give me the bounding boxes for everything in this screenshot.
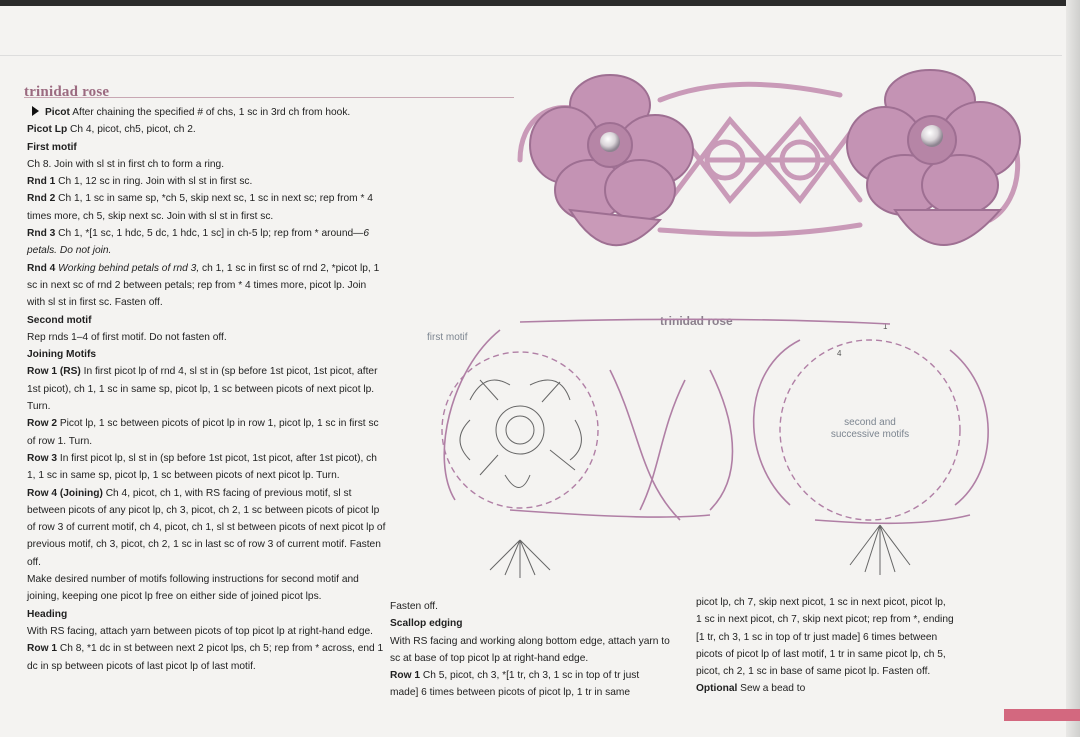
second-motif-ring bbox=[780, 340, 960, 520]
triangle-arrow-icon bbox=[32, 106, 39, 116]
joining-row bbox=[27, 485, 387, 571]
row-number-label: 4 bbox=[837, 349, 842, 358]
col3-line: picot lp, ch 7, skip next picot, 1 sc in next picot, picot lp, bbox=[696, 597, 946, 608]
first-motif-label: first motif bbox=[427, 332, 468, 343]
picot-line bbox=[27, 104, 387, 121]
scallop-row bbox=[390, 667, 670, 702]
joining-row bbox=[27, 415, 387, 450]
first-motif-line bbox=[27, 260, 387, 312]
row-label: Row 1 (RS) bbox=[27, 366, 81, 378]
col3-line: 1 sc in next picot, ch 7, skip next picot; rep from *, ending bbox=[696, 614, 954, 626]
second-motif-text: Rep rnds 1–4 of first motif. Do not fasten off. bbox=[27, 331, 227, 343]
diagram-title: trinidad rose bbox=[660, 314, 733, 328]
diagram-chains bbox=[444, 319, 988, 523]
page-right-edge bbox=[1066, 0, 1080, 737]
instructions-column-2 bbox=[390, 598, 670, 702]
scallop-heading: Scallop edging bbox=[390, 618, 463, 630]
scallop-fans bbox=[490, 525, 910, 578]
pearl-bead-icon bbox=[600, 132, 620, 152]
instruction-text: Ch 1, 12 sc in ring. Join with sl st in first sc. bbox=[58, 176, 253, 188]
picot-lp-line bbox=[27, 121, 387, 138]
picot-text: After chaining the specified # of chs, 1 sc in 3rd ch from hook. bbox=[72, 107, 351, 118]
row-label: Row 3 bbox=[27, 452, 58, 464]
pearl-bead-icon bbox=[921, 125, 943, 147]
instruction-text: Ch 4, picot, ch 1, with RS facing of previous motif, sl st between picots of any picot lp, ch 3, picot, ch 2, 1 sc between picots of picot lp of row 3 of current motif, ch 4, picot, ch 1, sl st between picots of next picot lp of previous motif, ch 3, picot, ch 2, 1 sc in last sc of row 3 of current motif. Fasten off. bbox=[27, 487, 386, 568]
row-label: Row 2 bbox=[27, 418, 58, 430]
fasten-off-text: Fasten off. bbox=[390, 601, 438, 612]
joining-closing: Make desired number of motifs following instructions for second motif and joining, keeping one picot lp free on either side of joined picot lps. bbox=[27, 574, 359, 603]
instructions-column-1 bbox=[27, 104, 387, 675]
first-motif-line bbox=[27, 225, 387, 260]
col3-line: picots of picot lp of last motif, 1 tr in same picot lp, ch 5, bbox=[696, 648, 946, 660]
joining-heading: Joining Motifs bbox=[27, 349, 97, 361]
first-motif-stitches bbox=[460, 380, 581, 488]
instruction-text: Ch 8. Join with sl st in first ch to form a ring. bbox=[27, 158, 225, 170]
instruction-text: Ch 1, 1 sc in same sp, *ch 5, skip next sc, 1 sc in next sc; rep from * 4 times more, ch 5, skip next sc. Join with sl st in first sc. bbox=[27, 193, 373, 222]
instruction-text: ch 1, 1 sc in first sc of rnd 2, *picot lp, 1 sc in next sc of rnd 2 between petals; rep from * 4 times more, picot lp. Join with sl st in first sc. Fasten off. bbox=[27, 262, 380, 309]
optional-line bbox=[696, 680, 996, 697]
joining-row bbox=[27, 450, 387, 485]
page-top-edge bbox=[0, 0, 1080, 6]
crochet-band-photo bbox=[510, 60, 1035, 280]
row-label: Row 1 bbox=[390, 670, 421, 682]
page-tab-marker bbox=[1004, 709, 1080, 721]
row-label: Row 1 bbox=[27, 643, 58, 655]
round-label: Rnd 2 bbox=[27, 193, 56, 205]
instruction-italic: Working behind petals of rnd 3, bbox=[58, 262, 200, 274]
optional-text: Sew a bead to bbox=[740, 683, 806, 695]
instruction-text: In first picot lp of rnd 4, sl st in (sp before 1st picot, 1st picot, after 1st picot), ch 1, 1 sc in same sp, picot lp, 1 sc between picots of next picot lp. Turn. bbox=[27, 366, 378, 413]
first-motif-line bbox=[27, 190, 387, 225]
left-rose bbox=[530, 75, 693, 245]
instruction-text: Ch 1, *[1 sc, 1 hdc, 5 dc, 1 hdc, 1 sc] in ch-5 lp; rep from * around— bbox=[58, 228, 364, 240]
instruction-text: Picot lp, 1 sc between picots of picot lp in row 1, picot lp, 1 sc in first sc of row 1. Turn. bbox=[27, 418, 379, 447]
heading-row bbox=[27, 640, 387, 675]
picot-label: Picot bbox=[45, 107, 70, 118]
round-label: Rnd 3 bbox=[27, 228, 56, 240]
instruction-text: Ch 8, *1 dc in st between next 2 picot lps, ch 5; rep from * across, end 1 dc in sp between picots of last picot lp of last motif. bbox=[27, 643, 384, 672]
first-motif-line bbox=[27, 156, 387, 173]
round-label: Rnd 1 bbox=[27, 176, 56, 188]
section-title: trinidad rose bbox=[24, 84, 110, 100]
scallop-text: With RS facing and working along bottom edge, attach yarn to sc at base of top picot lp at right-hand edge. bbox=[390, 635, 670, 664]
first-motif-ring bbox=[442, 352, 598, 508]
optional-label: Optional bbox=[696, 683, 738, 695]
instructions-column-3 bbox=[696, 594, 996, 698]
instruction-italic: 6 petals. Do not join. bbox=[27, 228, 370, 257]
heading-section-text: With RS facing, attach yarn between picots of top picot lp at right-hand edge. bbox=[27, 625, 374, 637]
joining-row bbox=[27, 363, 387, 415]
second-motif-heading: Second motif bbox=[27, 314, 92, 326]
col3-line: picot, ch 2, 1 sc in base of same picot lp. Fasten off. bbox=[696, 666, 931, 678]
round-label: Rnd 4 bbox=[27, 262, 56, 274]
row-number-label: 1 bbox=[883, 322, 888, 331]
heading-section-title: Heading bbox=[27, 608, 68, 620]
picot-lp-label: Picot Lp bbox=[27, 124, 68, 136]
first-motif-line bbox=[27, 173, 387, 190]
second-motif-label: second and successive motifs bbox=[830, 417, 910, 440]
stitch-diagram bbox=[410, 310, 1010, 590]
col3-line: [1 tr, ch 3, 1 sc in top of tr just made] 6 times between bbox=[696, 631, 938, 643]
instruction-text: In first picot lp, sl st in (sp before 1st picot, 1st picot, after 1st picot), ch 1, 1 sc in same sp, picot lp, 1 sc between picots of next picot lp. Turn. bbox=[27, 452, 377, 482]
page-fold-line bbox=[0, 55, 1062, 56]
instruction-text: Ch 5, picot, ch 3, *[1 tr, ch 3, 1 sc in top of tr just made] 6 times between picots of picot lp, 1 tr in same bbox=[390, 670, 640, 699]
row-label: Row 4 (Joining) bbox=[27, 487, 103, 499]
picot-lp-text: Ch 4, picot, ch5, picot, ch 2. bbox=[70, 124, 196, 136]
first-motif-heading: First motif bbox=[27, 141, 77, 153]
